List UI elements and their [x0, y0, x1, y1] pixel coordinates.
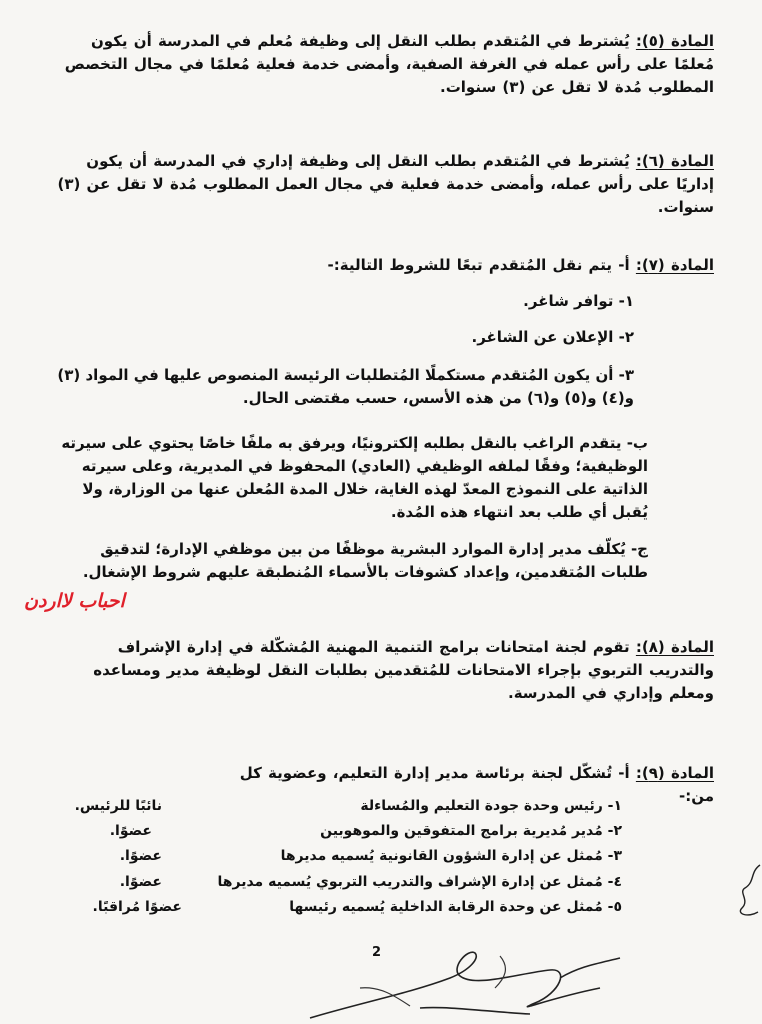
committee-member-2: ٢- مُدير مُديرية برامج المتفوقين والموهوبين	[320, 823, 622, 839]
committee-member-5: ٥- مُمثل عن وحدة الرقابة الداخلية يُسميه رئيسها	[289, 899, 622, 915]
article-6-label: المادة (٦):	[635, 152, 714, 170]
article-5-text: يُشترط في المُتقدم بطلب النقل إلى وظيفة مُعلم في المدرسة أن يكون مُعلمًا على رأس عمله في الغرفة الصفية، وأمضى خدمة فعلية مُعلمًا في مجال التخصص المطلوب مُدة لا تقل عن (٣) سنوات.	[64, 32, 714, 96]
article-8-label: المادة (٨):	[635, 638, 714, 656]
committee-member-4: ٤- مُمثل عن إدارة الإشراف والتدريب التربوي يُسميه مديرها	[217, 874, 622, 890]
committee-role-2: عضوًا.	[109, 823, 152, 839]
article-6	[50, 150, 714, 219]
watermark-text: احباب لااردن	[24, 590, 125, 612]
article-7-item-2: ٢- الإعلان عن الشاغر.	[471, 328, 634, 346]
article-6-text: يُشترط في المُتقدم بطلب النقل إلى وظيفة إداري في المدرسة أن يكون إداريًا على رأس عمله، وأمضى خدمة فعلية في مجال العمل المطلوب مُدة لا تقل عن (٣) سنوات.	[57, 152, 714, 216]
article-7-intro: أ- يتم نقل المُتقدم تبعًا للشروط التالية:-	[327, 256, 630, 274]
article-9-label: المادة (٩):	[635, 764, 714, 782]
committee-member-3: ٣- مُمثل عن إدارة الشؤون القانونية يُسميه مديرها	[280, 848, 622, 864]
committee-role-1: نائبًا للرئيس.	[74, 798, 162, 814]
page-number: 2	[372, 945, 382, 960]
committee-role-5: عضوًا مُراقبًا.	[92, 899, 182, 915]
article-5-label: المادة (٥):	[635, 32, 714, 50]
article-8	[48, 636, 714, 705]
article-5	[50, 30, 714, 99]
committee-role-4: عضوًا.	[119, 874, 162, 890]
committee-role-3: عضوًا.	[119, 848, 162, 864]
article-7-heading	[300, 254, 714, 277]
article-7-item-3: ٣- أن يكون المُتقدم مستكملًا المُتطلبات الرئيسة المنصوص عليها في المواد (٣) و(٤) و(٥) و(٦) من هذه الأسس، حسب مقتضى الحال.	[57, 366, 634, 407]
article-7-clause-c: ج- يُكلّف مدير إدارة الموارد البشرية موظفًا من بين موظفي الإدارة؛ لتدقيق طلبات المُتقدمين، وإعداد كشوفات بالأسماء المُنطبقة عليهم شروط الإشغال.	[82, 540, 648, 581]
margin-signature-icon	[730, 860, 762, 920]
article-7-clause-b: ب- يتقدم الراغب بالنقل بطلبه إلكترونيًا، ويرفق به ملفًا خاصًا يحتوي على سيرته الوظيفية؛ وفقًا لملفه الوظيفي (العادي) المحفوظ في المديرية، وعلى سيرته الذاتية على النموذج المعدّ لهذه الغاية، خلال المدة المُعلن عنها من الوزارة، ولا يُقبل أي طلب بعد انتهاء هذه المُدة.	[61, 434, 648, 521]
article-8-text: تقوم لجنة امتحانات برامج التنمية المهنية المُشكّلة في إدارة الإشراف والتدريب التربوي بإجراء الامتحانات للمُتقدمين بطلبات النقل لوظيفة مدير ومساعده ومعلم وإداري في المدرسة.	[93, 638, 714, 702]
article-7-label: المادة (٧):	[635, 256, 714, 274]
article-9-intro: أ- تُشكّل لجنة برئاسة مدير إدارة التعليم، وعضوية كل من:-	[239, 764, 714, 805]
signature-scribble-icon	[300, 948, 630, 1024]
committee-member-1: ١- رئيس وحدة جودة التعليم والمُساءلة	[360, 798, 622, 814]
article-7-item-1: ١- توافر شاغر.	[523, 292, 634, 310]
